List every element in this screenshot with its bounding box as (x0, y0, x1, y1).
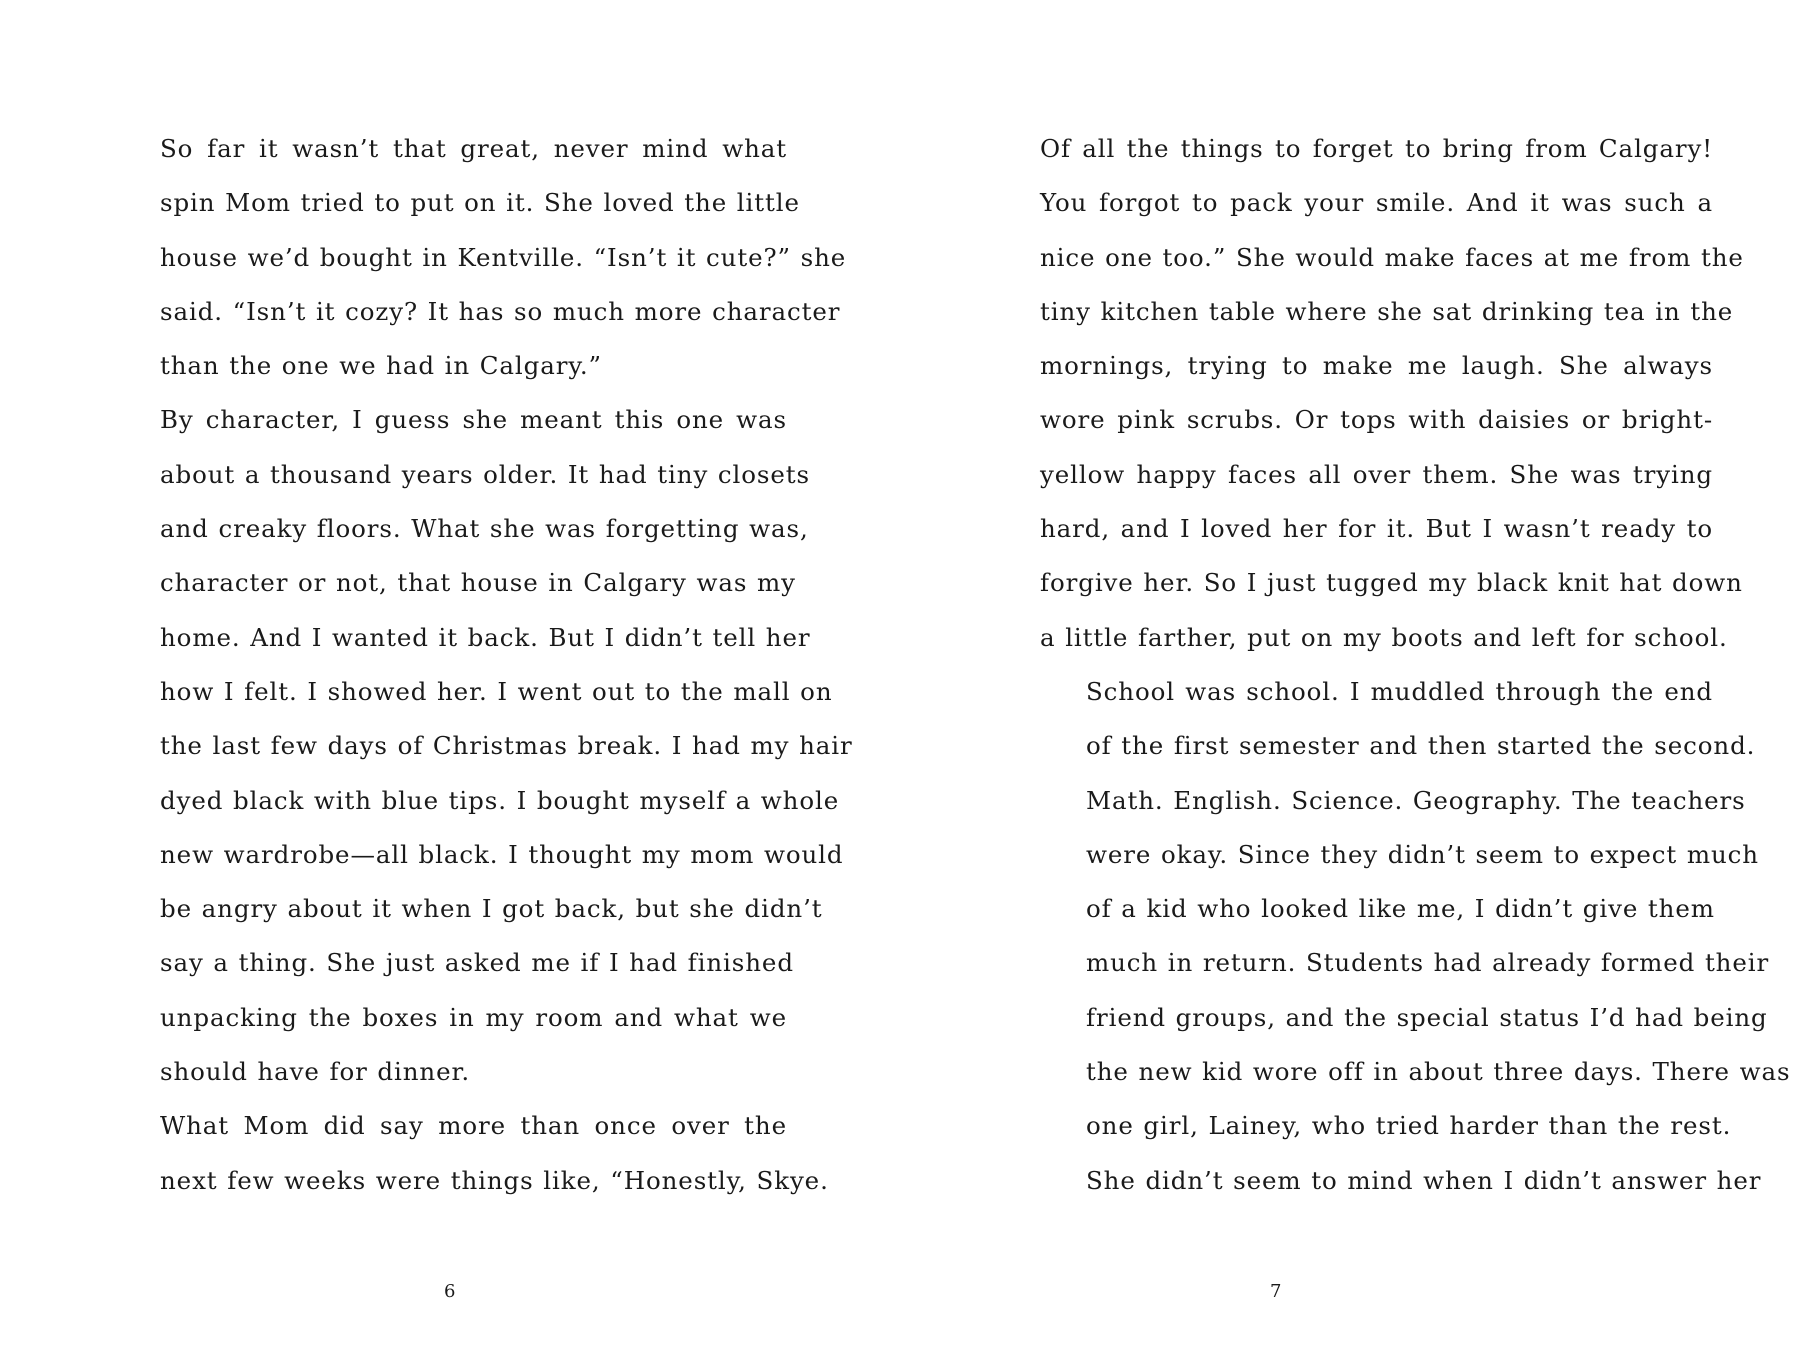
text-line: nice one too.” She would make faces at me from the (1040, 242, 1744, 272)
text-line: yellow happy faces all over them. She was trying (1040, 459, 1713, 489)
text-line: tiny kitchen table where she sat drinking tea in the (1040, 296, 1734, 326)
text-line: a little farther, put on my boots and left for school. (1040, 622, 1728, 652)
text-line: Math. English. Science. Geography. The teachers (1086, 785, 1746, 815)
paragraph (1040, 665, 1791, 1208)
paragraph (114, 122, 847, 393)
text-line: the new kid wore off in about three days. There was (1086, 1057, 1791, 1087)
text-line: She didn’t seem to mind when I didn’t answer her (1086, 1165, 1762, 1195)
text-line: unpacking the boxes in my room and what we (160, 1002, 787, 1032)
paragraph (114, 393, 853, 1099)
text-line: than the one we had in Calgary.” (160, 351, 602, 381)
text-line: Of all the things to forget to bring from Calgary! (1040, 134, 1713, 163)
text-line: say a thing. She just asked me if I had finished (160, 948, 794, 978)
text-line: should have for dinner. (160, 1057, 471, 1087)
text-line: hard, and I loved her for it. But I wasn’t ready to (1040, 514, 1713, 544)
text-line: forgive her. So I just tugged my black knit hat down (1040, 568, 1743, 598)
text-line: By character, I guess she meant this one was (160, 405, 787, 435)
text-line: friend groups, and the special status I’d had being (1086, 1002, 1768, 1032)
right-page (900, 0, 1800, 1350)
text-line: and creaky floors. What she was forgetting was, (160, 514, 809, 544)
text-line: character or not, that house in Calgary was my (160, 568, 796, 598)
text-line: of a kid who looked like me, I didn’t give them (1086, 894, 1715, 924)
text-line: home. And I wanted it back. But I didn’t tell her (160, 622, 811, 652)
left-page-number: 6 (444, 1281, 456, 1302)
text-line: the last few days of Christmas break. I had my hair (160, 731, 853, 761)
left-page-text (114, 122, 853, 1208)
text-line: dyed black with blue tips. I bought myself a whole (160, 785, 840, 815)
text-line: wore pink scrubs. Or tops with daisies or bright- (1040, 405, 1713, 435)
paragraph (1040, 122, 1744, 665)
text-line: were okay. Since they didn’t seem to expect much (1086, 839, 1759, 869)
text-line: mornings, trying to make me laugh. She always (1040, 351, 1713, 381)
text-line: house we’d bought in Kentville. “Isn’t it cute?” she (160, 242, 847, 272)
paragraph (114, 1099, 829, 1208)
text-line: So far it wasn’t that great, never mind what (160, 134, 787, 163)
text-line: What Mom did say more than once over the (160, 1111, 787, 1141)
text-line: You forgot to pack your smile. And it was such a (1040, 188, 1713, 218)
text-line: be angry about it when I got back, but she didn’t (160, 894, 823, 924)
text-line: how I felt. I showed her. I went out to the mall on (160, 676, 833, 706)
text-line: School was school. I muddled through the end (1086, 676, 1713, 706)
text-line: new wardrobe—all black. I thought my mom would (160, 839, 844, 869)
text-line: spin Mom tried to put on it. She loved the little (160, 188, 800, 218)
text-line: much in return. Students had already formed their (1086, 948, 1770, 978)
text-line: said. “Isn’t it cozy? It has so much more character (160, 296, 841, 326)
text-line: next few weeks were things like, “Honestly, Skye. (160, 1165, 829, 1195)
text-line: about a thousand years older. It had tiny closets (160, 459, 810, 489)
text-line: one girl, Lainey, who tried harder than the rest. (1086, 1111, 1732, 1141)
text-line: of the first semester and then started the second. (1086, 731, 1756, 761)
right-page-text (1040, 122, 1791, 1208)
right-page-number: 7 (1270, 1281, 1282, 1302)
